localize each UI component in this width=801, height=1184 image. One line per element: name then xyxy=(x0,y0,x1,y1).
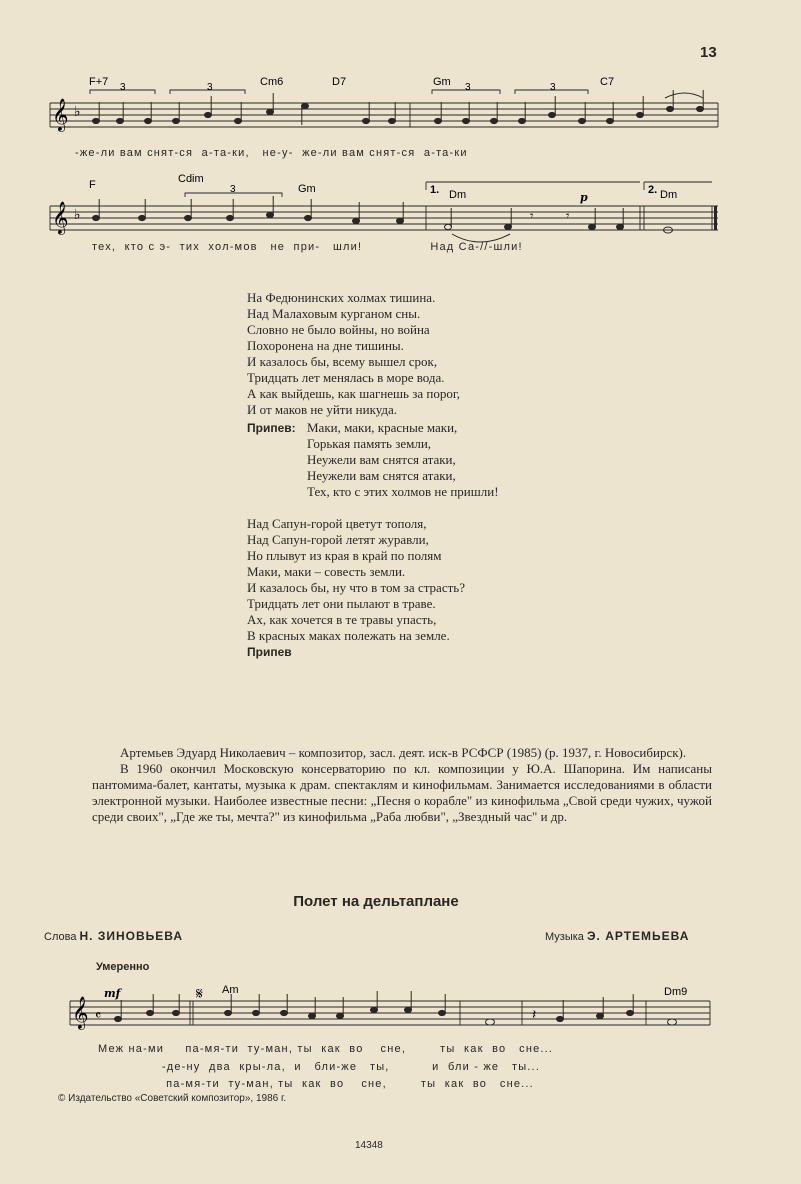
chord-symbol: Cdim xyxy=(178,173,204,185)
poem-line: Над Сапун-горой цветут тополя, xyxy=(247,516,427,531)
chord-symbol: Dm xyxy=(660,189,678,201)
poem-line: Словно не было войны, но война xyxy=(247,322,430,337)
tuplet-label: 3 xyxy=(230,184,236,195)
chord-symbol: D7 xyxy=(332,76,347,88)
bio-paragraph: Артемьев Эдуард Николаевич – композитор, засл. деят. иск-в РСФСР (1985) (р. 1937, г. Новосибирск). xyxy=(120,745,687,760)
lyricist-credit xyxy=(44,929,183,943)
refrain-label: Припев: xyxy=(247,421,296,435)
flat-icon: ♭ xyxy=(74,207,81,223)
poem-line: И казалось бы, всему вышел срок, xyxy=(247,354,438,369)
poem-line: Неужели вам снятся атаки, xyxy=(307,452,456,467)
poem-line: Над Сапун-горой летят журавли, xyxy=(247,532,429,547)
treble-clef-icon: 𝄞 xyxy=(72,996,89,1029)
credit-prefix: Слова xyxy=(44,931,77,943)
page-number: 13 xyxy=(700,44,717,61)
poem-line: Тех, кто с этих холмов не пришли! xyxy=(307,484,499,499)
poem-line: И казалось бы, ну что в том за страсть? xyxy=(247,580,465,595)
bio-paragraph: В 1960 окончил Московскую консерваторию по кл. композиции у Ю.А. Шапорина. Им написаны пантомима-балет, кантаты, музыка к драм. спектаклям и кинофильмам. Занимается исследованиями в области электронной музыки. Наиболее известные песни: „Песня о корабле" из кинофильма „Свой среди чужих, чужой среди своих", „Где же ты, мечта?" из кинофильма „Раба любви", „Звездный час" и др. xyxy=(92,761,712,824)
copyright-notice: © Издательство «Советский композитор», 1986 г. xyxy=(58,1093,287,1104)
chord-symbol: Gm xyxy=(298,183,316,195)
tempo-marking: Умеренно xyxy=(96,961,150,973)
dynamic-mark: mf xyxy=(104,987,121,1000)
composer-credit xyxy=(545,929,689,943)
chord-symbol: Am xyxy=(222,984,239,996)
volta-label: 1. xyxy=(430,184,440,196)
poem-line: Похоронена на дне тишины. xyxy=(247,338,404,353)
treble-clef-icon: 𝄞 xyxy=(52,98,69,131)
refrain xyxy=(247,420,499,500)
flat-icon: ♭ xyxy=(74,104,81,120)
song-title: Полет на дельтаплане xyxy=(293,893,459,910)
tuplet-label: 3 xyxy=(550,82,556,93)
lyrics-line: -де-ну два кры-ла, и бли-же ты, и бли - же ты... xyxy=(98,1061,541,1073)
lyrics-line: Меж на-ми па-мя-ти ту-ман, ты как во сне, ты как во сне... xyxy=(98,1043,554,1055)
eighth-rest-icon: 𝄾 xyxy=(566,209,570,224)
poem-line: Но плывут из края в край по полям xyxy=(247,548,442,563)
poem-line: Маки, маки, красные маки, xyxy=(307,420,458,435)
composer-bio xyxy=(92,745,712,825)
poem-verse-2 xyxy=(247,516,465,660)
poem-verse-1 xyxy=(247,290,460,418)
eighth-rest-icon: 𝄾 xyxy=(530,209,534,224)
segno-icon: 𝄋 xyxy=(196,984,203,1003)
composer-name: Э. АРТЕМЬЕВА xyxy=(586,929,690,943)
poem-line: Маки, маки – совесть земли. xyxy=(247,564,406,579)
chord-symbol: Dm9 xyxy=(664,986,688,998)
music-system-2 xyxy=(0,170,801,270)
volta-label: 2. xyxy=(648,184,658,196)
lyricist-name: Н. ЗИНОВЬЕВА xyxy=(79,929,184,943)
tuplet-label: 3 xyxy=(465,82,471,93)
poem-line: Ах, как хочется в те травы упасть, xyxy=(247,612,437,627)
tuplet-label: 3 xyxy=(207,82,213,93)
poem-line: Горькая память земли, xyxy=(307,436,432,451)
tuplet-label: 3 xyxy=(120,82,126,93)
poem-line: Тридцать лет они пылают в траве. xyxy=(247,596,436,611)
poem-line: А как выйдешь, как шагнешь за порог, xyxy=(247,386,460,401)
poem-line: Над Малаховым курганом сны. xyxy=(247,306,421,321)
chord-symbol: Gm xyxy=(433,76,451,88)
poem-line: И от маков не уйти никуда. xyxy=(247,402,398,417)
lyrics-line: па-мя-ти ту-ман, ты как во сне, ты как во сне... xyxy=(98,1078,534,1090)
chord-symbol: C7 xyxy=(600,76,615,88)
quarter-rest-icon: 𝄽 xyxy=(532,1007,537,1023)
refrain-label: Припев xyxy=(247,645,292,659)
time-signature-icon: 𝄴 xyxy=(95,1008,102,1024)
poem-line: Тридцать лет менялась в море вода. xyxy=(247,370,445,385)
credit-prefix: Музыка xyxy=(545,931,584,943)
chord-symbol: F+7 xyxy=(89,76,109,88)
poem-line: В красных маках полежать на земле. xyxy=(247,628,450,643)
lyrics-line: -же-ли вам снят-ся а-та-ки, не-у- же-ли вам снят-ся а-та-ки xyxy=(75,147,468,159)
plate-number: 14348 xyxy=(355,1140,383,1151)
chord-symbol: Dm xyxy=(449,189,467,201)
chord-symbol: Cm6 xyxy=(260,76,284,88)
poem-line: Неужели вам снятся атаки, xyxy=(307,468,456,483)
chord-symbol: F xyxy=(89,179,96,191)
poem-line: На Федюнинских холмах тишина. xyxy=(247,290,436,305)
dynamic-mark: p xyxy=(580,191,588,204)
treble-clef-icon: 𝄞 xyxy=(52,201,69,234)
lyrics-line: тех, кто с э- тих хол-мов не при- шли! Над Са-//-шли! xyxy=(92,241,523,253)
